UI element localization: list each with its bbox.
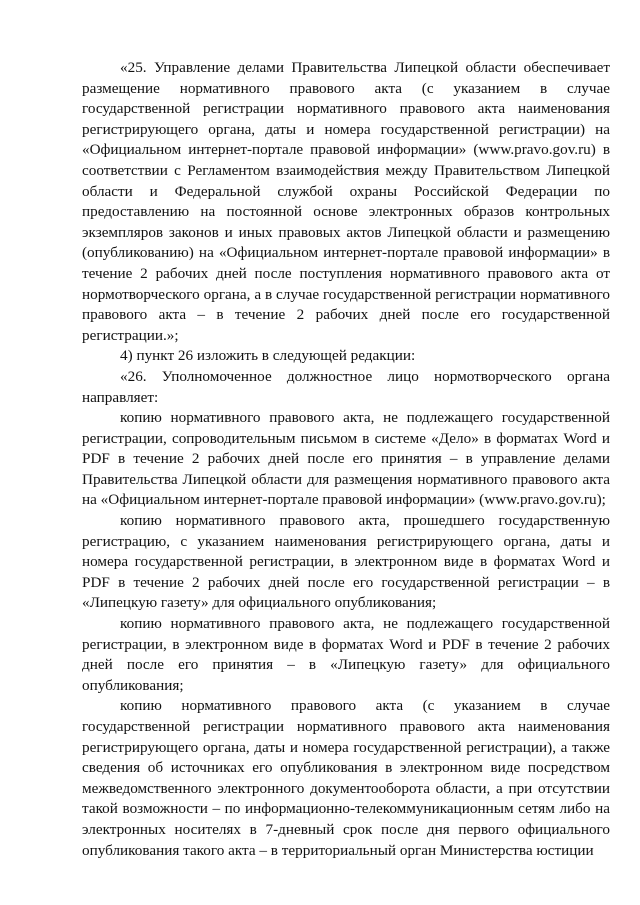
paragraph-amendment-4: 4) пункт 26 изложить в следующей редакции: <box>120 347 416 365</box>
document-page <box>82 58 610 861</box>
paragraph-item-25: «25. Управление делами Правительства Липецкой области обеспечивает размещение нормативного правового акта (с указанием в случае государственной регистрации нормативного правового акта наименования регистрирующего органа, даты и номера государственной регистрации) на «Официальном интернет-портале правовой информации» (www.pravo.gov.ru) в соответствии с Регламентом взаимодействия между Правительством Липецкой области и Федеральной службой охраны Российской Федерации по предоставлению на постоянной основе электронных образов контрольных экземпляров законов и иных правовых актов Липецкой области и размещению (опубликованию) на «Официальном интернет-портале правовой информации» в течение 2 рабочих дней после поступления нормативного правового акта от нормотворческого органа, а в случае государственной регистрации нормативного правового акта – в течение 2 рабочих дней после его государственной регистрации.»; <box>82 59 610 344</box>
paragraph-copy-unregistered-delo: копию нормативного правового акта, не подлежащего государственной регистрации, сопроводительным письмом в системе «Дело» в форматах Word и PDF в течение 2 рабочих дней после его принятия – в управление делами Правительства Липецкой области для размещения нормативного правового акта на «Официальном интернет-портале правовой информации» (www.pravo.gov.ru); <box>82 409 610 509</box>
paragraph-copy-ministry-justice: копию нормативного правового акта (с указанием в случае государственной регистрации нормативного правового акта наименования регистрирующего органа, даты и номера государственной регистрации), а также сведения об источниках его опубликования в электронном виде посредством межведомственного электронного документооборота области, а при отсутствии такой возможности – по информационно-телекоммуникационным сетям либо на электронных носителях в 7-дневный срок после дня первого официального опубликования такого акта – в территориальный орган Министерства юстиции <box>82 697 610 859</box>
paragraph-copy-registered-gazette: копию нормативного правового акта, прошедшего государственную регистрацию, с указанием наименования регистрирующего органа, даты и номера государственной регистрации, в электронном виде в форматах Word и PDF в течение 2 рабочих дней после его государственной регистрации – в «Липецкую газету» для официального опубликования; <box>82 512 610 612</box>
paragraph-item-26: «26. Уполномоченное должностное лицо нормотворческого органа направляет: <box>82 367 610 406</box>
paragraph-copy-unregistered-gazette: копию нормативного правового акта, не подлежащего государственной регистрации, в электронном виде в форматах Word и PDF в течение 2 рабочих дней после его принятия – в «Липецкую газету» для официального опубликования; <box>82 615 610 694</box>
